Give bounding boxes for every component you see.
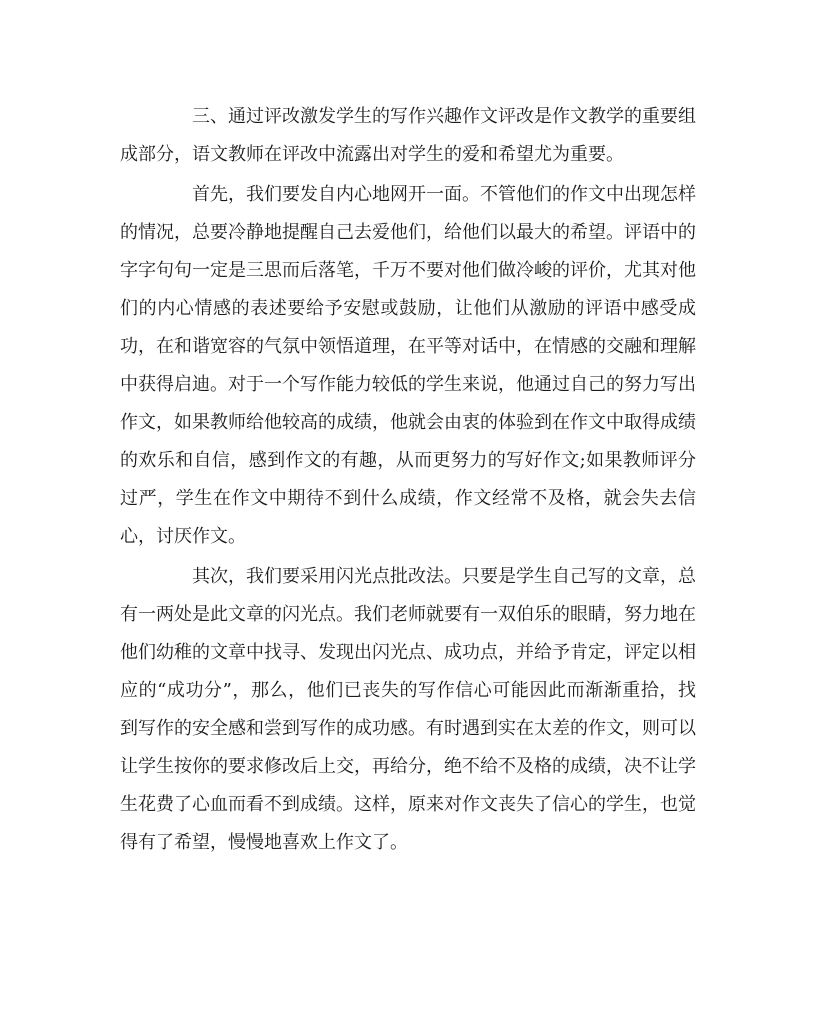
paragraph-second-point: 其次，我们要采用闪光点批改法。只要是学生自己写的文章，总有一两处是此文章的闪光点。我们老师就要有一双伯乐的眼睛，努力地在他们幼稚的文章中找寻、发现出闪光点、成功点，并给予肯定，评定以相应的“成功分”，那么，他们已丧失的写作信心可能因此而渐渐重拾，找到写作的安全感和尝到写作的成功感。有时遇到实在太差的作文，则可以让学生按你的要求修改后上交，再给分，绝不给不及格的成绩，决不让学生花费了心血而看不到成绩。这样，原来对作文丧失了信心的学生，也觉得有了希望，慢慢地喜欢上作文了。 [120, 566, 696, 853]
paragraph-first-point: 首先，我们要发自内心地网开一面。不管他们的作文中出现怎样的情况，总要冷静地提醒自己去爱他们，给他们以最大的希望。评语中的字字句句一定是三思而后落笔，千万不要对他们做冷峻的评价，尤其对他们的内心情感的表述要给予安慰或鼓励，让他们从激励的评语中感受成功，在和谐宽容的气氛中领悟道理，在平等对话中，在情感的交融和理解中获得启迪。对于一个写作能力较低的学生来说，他通过自己的努力写出作文，如果教师给他较高的成绩，他就会由衷的体验到在作文中取得成绩的欢乐和自信，感到作文的有趣，从而更努力的写好作文;如果教师评分过严，学生在作文中期待不到什么成绩，作文经常不及格，就会失去信心，讨厌作文。 [120, 184, 696, 547]
document-body [120, 98, 696, 862]
paragraph-evaluation-intro: 三、通过评改激发学生的写作兴趣作文评改是作文教学的重要组成部分，语文教师在评改中流露出对学生的爱和希望尤为重要。 [120, 106, 696, 165]
